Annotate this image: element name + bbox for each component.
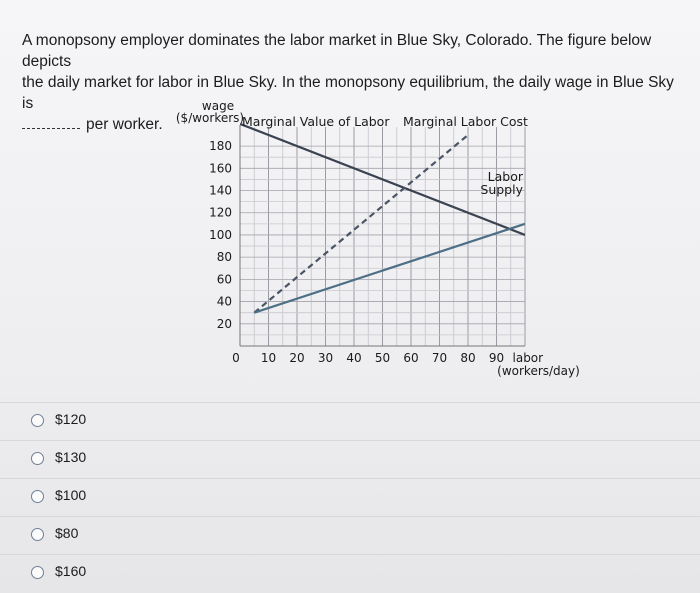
- answer-blank: [22, 118, 80, 129]
- option-row-4[interactable]: [0, 516, 700, 555]
- y-tick-label: 100: [209, 227, 232, 242]
- radio-button-4[interactable]: [31, 528, 44, 541]
- question-line-2: the daily market for labor in Blue Sky. In the monopsony equilibrium, the daily wage in Blue Sky is: [22, 74, 674, 112]
- x-tick-label: 70: [431, 351, 448, 365]
- option-label-3[interactable]: $100: [55, 487, 87, 503]
- y-tick-label: 80: [216, 250, 232, 265]
- option-row-3[interactable]: [0, 478, 700, 517]
- x-axis-title: labor: [512, 351, 544, 365]
- x-axis-unit: (workers/day): [497, 364, 580, 378]
- x-tick-label: 90: [488, 351, 505, 365]
- y-axis-unit: ($/workers): [175, 111, 245, 125]
- radio-button-1[interactable]: [31, 414, 44, 427]
- option-label-1[interactable]: $120: [55, 411, 87, 427]
- x-tick-label: 40: [346, 351, 362, 365]
- chart-svg: [170, 95, 580, 395]
- y-tick-label: 120: [209, 205, 232, 220]
- y-tick-label: 140: [209, 183, 232, 198]
- y-tick-label: 20: [216, 316, 232, 331]
- question-line-1: A monopsony employer dominates the labor market in Blue Sky, Colorado. The figure below depicts: [22, 32, 652, 70]
- x-tick-label: 60: [403, 351, 419, 365]
- option-row-1[interactable]: [0, 402, 700, 441]
- labor-supply-label-2: Supply: [480, 182, 523, 197]
- x-tick-label: 0: [232, 351, 240, 365]
- labor-supply-label: Labor: [487, 169, 523, 184]
- x-tick-label: 10: [260, 351, 277, 365]
- y-tick-label: 160: [209, 161, 232, 176]
- option-label-4[interactable]: $80: [55, 525, 79, 541]
- y-tick-label: 180: [209, 139, 232, 154]
- radio-button-5[interactable]: [31, 566, 44, 579]
- y-tick-label: 60: [216, 272, 232, 287]
- y-tick-label: 40: [216, 294, 232, 309]
- x-tick-label: 80: [460, 351, 476, 365]
- marginal-labor-cost-label: Marginal Labor Cost: [403, 114, 528, 129]
- option-label-2[interactable]: $130: [55, 449, 87, 465]
- option-label-5[interactable]: $160: [55, 563, 87, 579]
- radio-button-2[interactable]: [31, 452, 44, 465]
- y-axis-title: wage: [201, 99, 235, 113]
- option-row-5[interactable]: [0, 554, 700, 593]
- labor-market-chart: [170, 95, 580, 395]
- marginal-value-label: Marginal Value of Labor: [242, 114, 390, 129]
- x-tick-label: 20: [289, 351, 305, 365]
- x-tick-label: 30: [317, 351, 334, 365]
- x-tick-label: 50: [374, 351, 391, 365]
- option-row-2[interactable]: [0, 440, 700, 479]
- question-line-3-rest: per worker.: [86, 116, 163, 133]
- radio-button-3[interactable]: [31, 490, 44, 503]
